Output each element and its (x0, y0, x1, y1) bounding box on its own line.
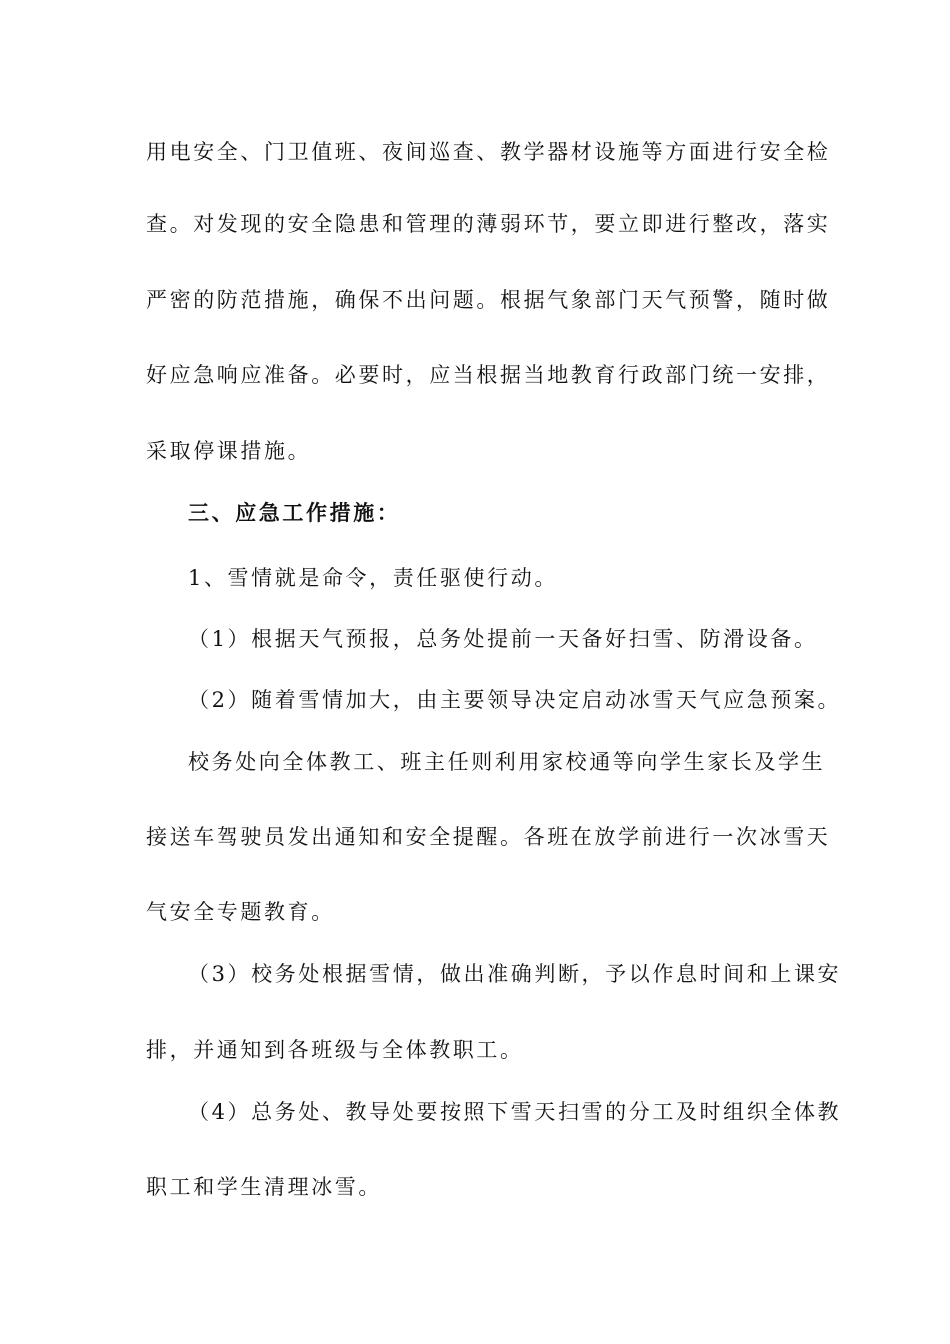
item-1-heading: 1、雪情就是命令，责任驱使行动。 (188, 566, 558, 590)
paragraph-line-12: 气安全专题教育。 (146, 900, 335, 924)
section-heading: 三、应急工作措施： (188, 500, 401, 525)
sub-item-2: （2）随着雪情加大，由主要领导决定启动冰雪天气应急预案。 (188, 688, 842, 712)
paragraph-line-14: 排，并通知到各班级与全体教职工。 (146, 1038, 524, 1062)
paragraph-line-1: 用电安全、门卫值班、夜间巡查、教学器材设施等方面进行安全检 (146, 140, 831, 164)
paragraph-line-10: 校务处向全体教工、班主任则利用家校通等向学生家长及学生 (188, 750, 826, 774)
paragraph-line-16: 职工和学生清理冰雪。 (146, 1175, 382, 1199)
paragraph-line-11: 接送车驾驶员发出通知和安全提醒。各班在放学前进行一次冰雪天 (146, 825, 831, 849)
paragraph-line-2: 查。对发现的安全隐患和管理的薄弱环节，要立即进行整改，落实 (146, 212, 831, 236)
sub-item-4: （4）总务处、教导处要按照下雪天扫雪的分工及时组织全体教 (188, 1100, 842, 1124)
paragraph-line-4: 好应急响应准备。必要时，应当根据当地教育行政部门统一安排， (146, 363, 831, 387)
sub-item-3: （3）校务处根据雪情，做出准确判断，予以作息时间和上课安 (188, 962, 842, 986)
sub-item-1: （1）根据天气预报，总务处提前一天备好扫雪、防滑设备。 (188, 627, 818, 651)
paragraph-line-3: 严密的防范措施，确保不出问题。根据气象部门天气预警，随时做 (146, 288, 831, 312)
paragraph-line-5: 采取停课措施。 (146, 439, 312, 463)
